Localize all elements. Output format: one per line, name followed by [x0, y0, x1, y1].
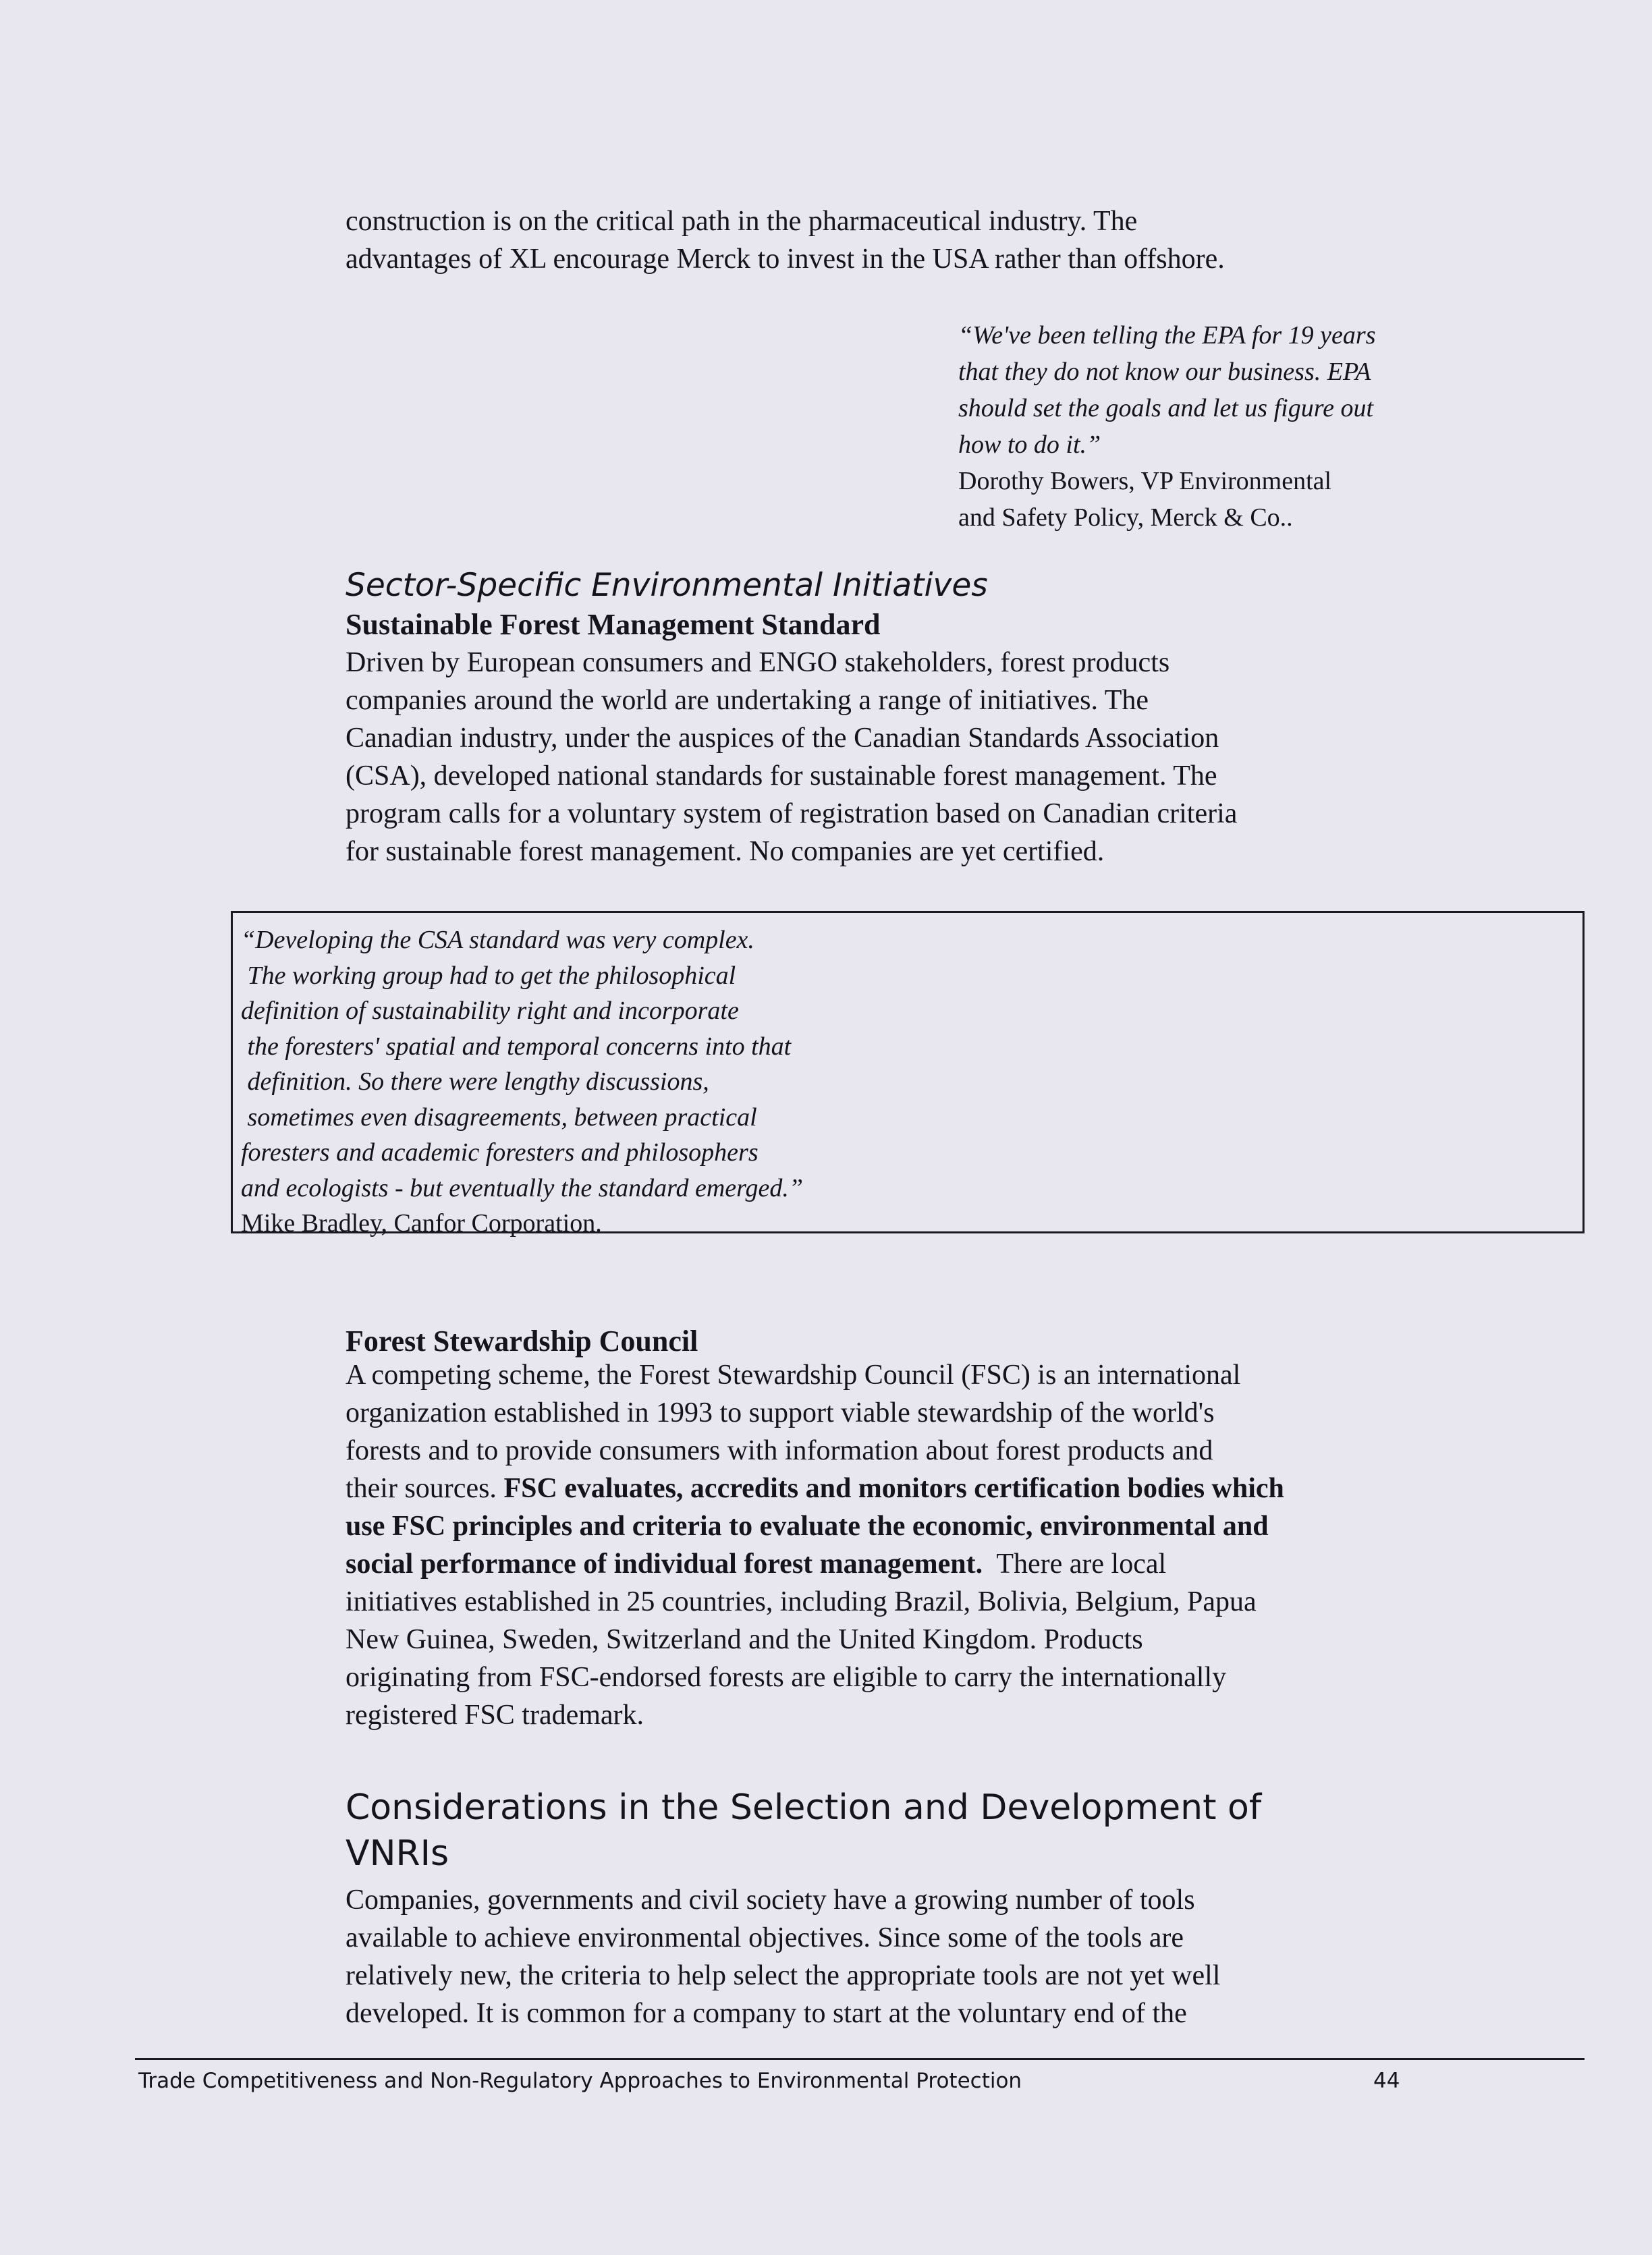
text-line: Canadian industry, under the auspices of the Canadian Standards Association [346, 723, 1219, 754]
pull-quote-merck [958, 317, 1458, 536]
text-line: advantages of XL encourage Merck to invest in the USA rather than offshore. [346, 244, 1225, 275]
quote-attribution: and Safety Policy, Merck & Co.. [958, 503, 1293, 532]
quote-attribution: Dorothy Bowers, VP Environmental [958, 467, 1332, 495]
text-line: originating from FSC-endorsed forests are eligible to carry the internationally [346, 1662, 1227, 1693]
quote-line: definition. So there were lengthy discussions, [241, 1067, 709, 1096]
text-line: New Guinea, Sweden, Switzerland and the United Kingdom. Products [346, 1624, 1143, 1655]
quote-line: “Developing the CSA standard was very complex. [241, 926, 754, 954]
quote-line: how to do it.” [958, 430, 1101, 459]
quote-line: sometimes even disagreements, between practical [241, 1103, 757, 1132]
page-number: 44 [1373, 2069, 1400, 2093]
text-line: available to achieve environmental objectives. Since some of the tools are [346, 1922, 1184, 1953]
text-line: developed. It is common for a company to start at the voluntary end of the [346, 1998, 1187, 2029]
text-line: (CSA), developed national standards for sustainable forest management. The [346, 760, 1217, 791]
text-line: construction is on the critical path in the pharmaceutical industry. The [346, 206, 1138, 237]
quote-line: and ecologists - but eventually the standard emerged.” [241, 1173, 804, 1202]
quote-line: the foresters' spatial and temporal concerns into that [241, 1032, 792, 1061]
quote-line: should set the goals and let us figure out [958, 394, 1374, 422]
quote-attribution: Mike Bradley, Canfor Corporation. [241, 1209, 602, 1237]
footer-title: Trade Competitiveness and Non-Regulatory Approaches to Environmental Protection [138, 2069, 1022, 2093]
boxed-quote-canfor [231, 911, 1585, 1237]
bold-text-line: use FSC principles and criteria to evaluate the economic, environmental and [346, 1511, 1269, 1542]
heading-line: Considerations in the Selection and Development of [346, 1787, 1262, 1828]
bold-text-run: FSC evaluates, accredits and monitors certification bodies which [503, 1473, 1284, 1504]
text-line: Companies, governments and civil society have a growing number of tools [346, 1885, 1195, 1916]
subsection-heading: Sustainable Forest Management Standard [346, 608, 881, 641]
text-line: relatively new, the criteria to help select the appropriate tools are not yet well [346, 1960, 1221, 1991]
quote-line: “We've been telling the EPA for 19 years [958, 321, 1376, 350]
text-line: for sustainable forest management. No companies are yet certified. [346, 836, 1105, 867]
text-line: forests and to provide consumers with information about forest products and [346, 1435, 1213, 1466]
boxed-quote-text [241, 922, 916, 1242]
quote-line: definition of sustainability right and incorporate [241, 997, 739, 1025]
text-line [346, 1470, 1479, 1507]
considerations-paragraph [346, 1881, 1479, 2032]
quote-line: foresters and academic foresters and philosophers [241, 1138, 759, 1167]
text-line: initiatives established in 25 countries, including Brazil, Bolivia, Belgium, Papua [346, 1586, 1257, 1617]
fsc-paragraph [346, 1356, 1479, 1734]
bold-text-run: social performance of individual forest management. [346, 1549, 983, 1580]
intro-paragraph [346, 202, 1452, 278]
text-line: A competing scheme, the Forest Stewardship Council (FSC) is an international [346, 1360, 1241, 1391]
text-run: There are local [983, 1549, 1167, 1580]
text-line [346, 1545, 1479, 1583]
text-line: companies around the world are undertaking a range of initiatives. The [346, 685, 1149, 716]
section-heading: Sector-Specific Environmental Initiatives [346, 567, 988, 604]
quote-line: The working group had to get the philosophical [241, 961, 736, 990]
section-heading [346, 1785, 1493, 1876]
text-line: registered FSC trademark. [346, 1700, 644, 1731]
text-line: Driven by European consumers and ENGO stakeholders, forest products [346, 647, 1170, 678]
text-run: their sources. [346, 1473, 504, 1504]
text-line: program calls for a voluntary system of registration based on Canadian criteria [346, 798, 1238, 829]
subsection-heading: Forest Stewardship Council [346, 1325, 698, 1358]
sfm-paragraph [346, 644, 1479, 870]
footer-divider [135, 2058, 1585, 2060]
quote-line: that they do not know our business. EPA [958, 358, 1371, 386]
heading-line: VNRIs [346, 1833, 449, 1874]
text-line: organization established in 1993 to support viable stewardship of the world's [346, 1397, 1215, 1428]
